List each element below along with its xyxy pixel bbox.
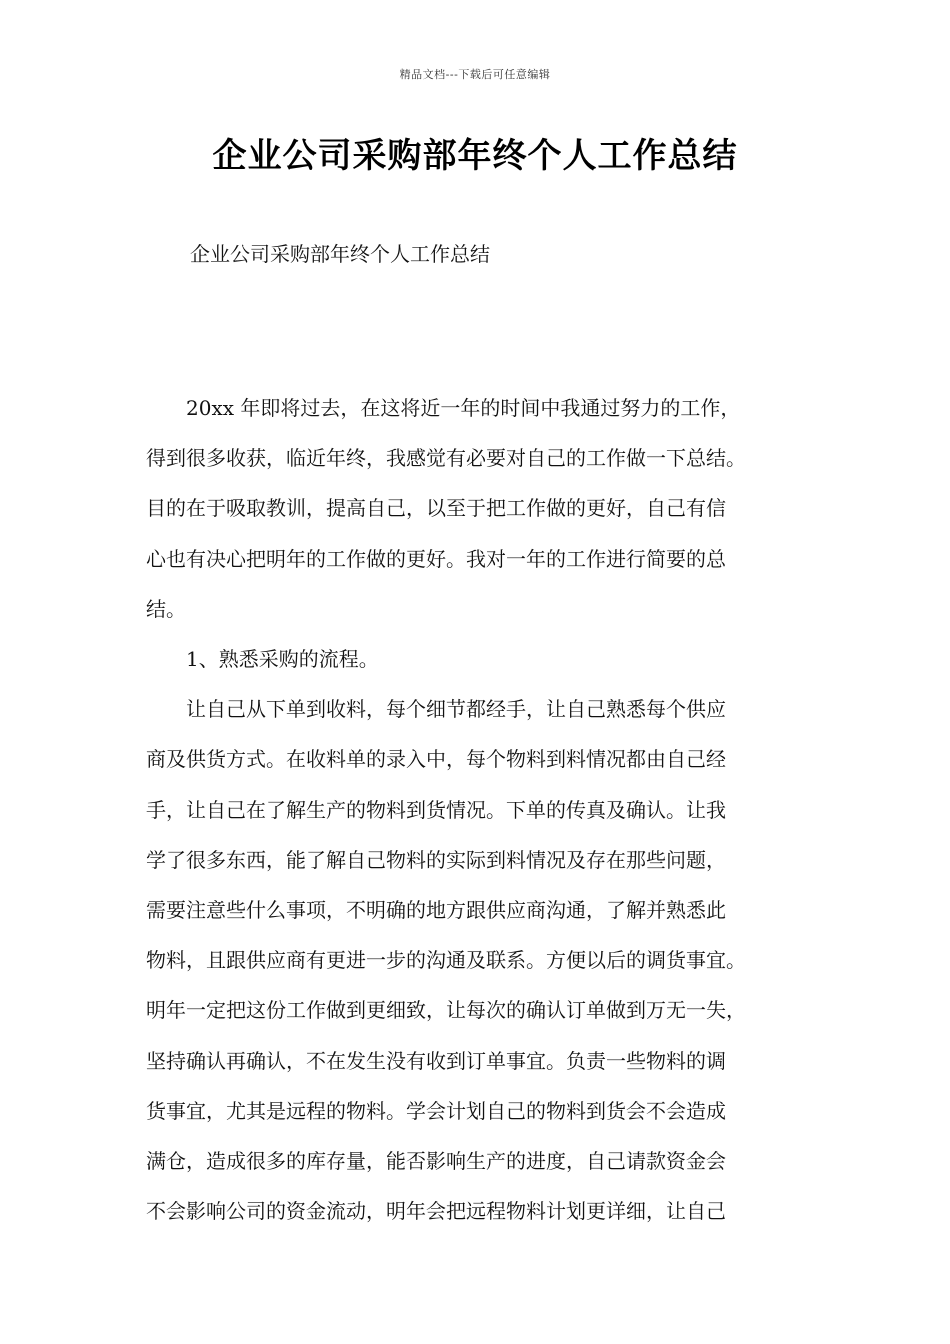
paragraph-process [146,684,826,1236]
document-subtitle: 企业公司采购部年终个人工作总结 [190,242,490,266]
paragraph-heading-1 [146,634,826,684]
paragraph-intro [146,383,826,634]
text-line: 得到很多收获，临近年终，我感觉有必要对自己的工作做一下总结。 [146,446,746,471]
text-line: 目的在于吸取教训，提高自己，以至于把工作做的更好，自己有信 [146,496,726,521]
text-line: 商及供货方式。在收料单的录入中，每个物料到料情况都由自己经 [146,747,726,772]
document-title: 企业公司采购部年终个人工作总结 [212,136,738,176]
text-line: 满仓，造成很多的库存量，能否影响生产的进度，自己请款资金会 [146,1149,726,1174]
text-line: 结。 [146,596,186,621]
text-line: 需要注意些什么事项，不明确的地方跟供应商沟通，了解并熟悉此 [146,898,726,923]
section-heading: 1、熟悉采购的流程。 [186,647,379,672]
text-line: 物料，且跟供应商有更进一步的沟通及联系。方便以后的调货事宜。 [146,948,746,973]
text-line: 坚持确认再确认，不在发生没有收到订单事宜。负责一些物料的调 [146,1048,726,1073]
text-line: 货事宜，尤其是远程的物料。学会计划自己的物料到货会不会造成 [146,1098,726,1123]
document-body [146,383,826,1236]
text-line: 不会影响公司的资金流动，明年会把远程物料计划更详细，让自己 [146,1199,726,1224]
text-line: 20xx 年即将过去，在这将近一年的时间中我通过努力的工作， [186,396,741,420]
header-note: 精品文档---下载后可任意编辑 [399,68,551,81]
text-line: 学了很多东西，能了解自己物料的实际到料情况及存在那些问题， [146,847,726,872]
text-line: 手，让自己在了解生产的物料到货情况。下单的传真及确认。让我 [146,797,726,822]
text-line: 让自己从下单到收料，每个细节都经手，让自己熟悉每个供应 [186,697,726,722]
text-line: 心也有决心把明年的工作做的更好。我对一年的工作进行简要的总 [146,546,726,571]
text-line: 明年一定把这份工作做到更细致，让每次的确认订单做到万无一失， [146,998,746,1023]
